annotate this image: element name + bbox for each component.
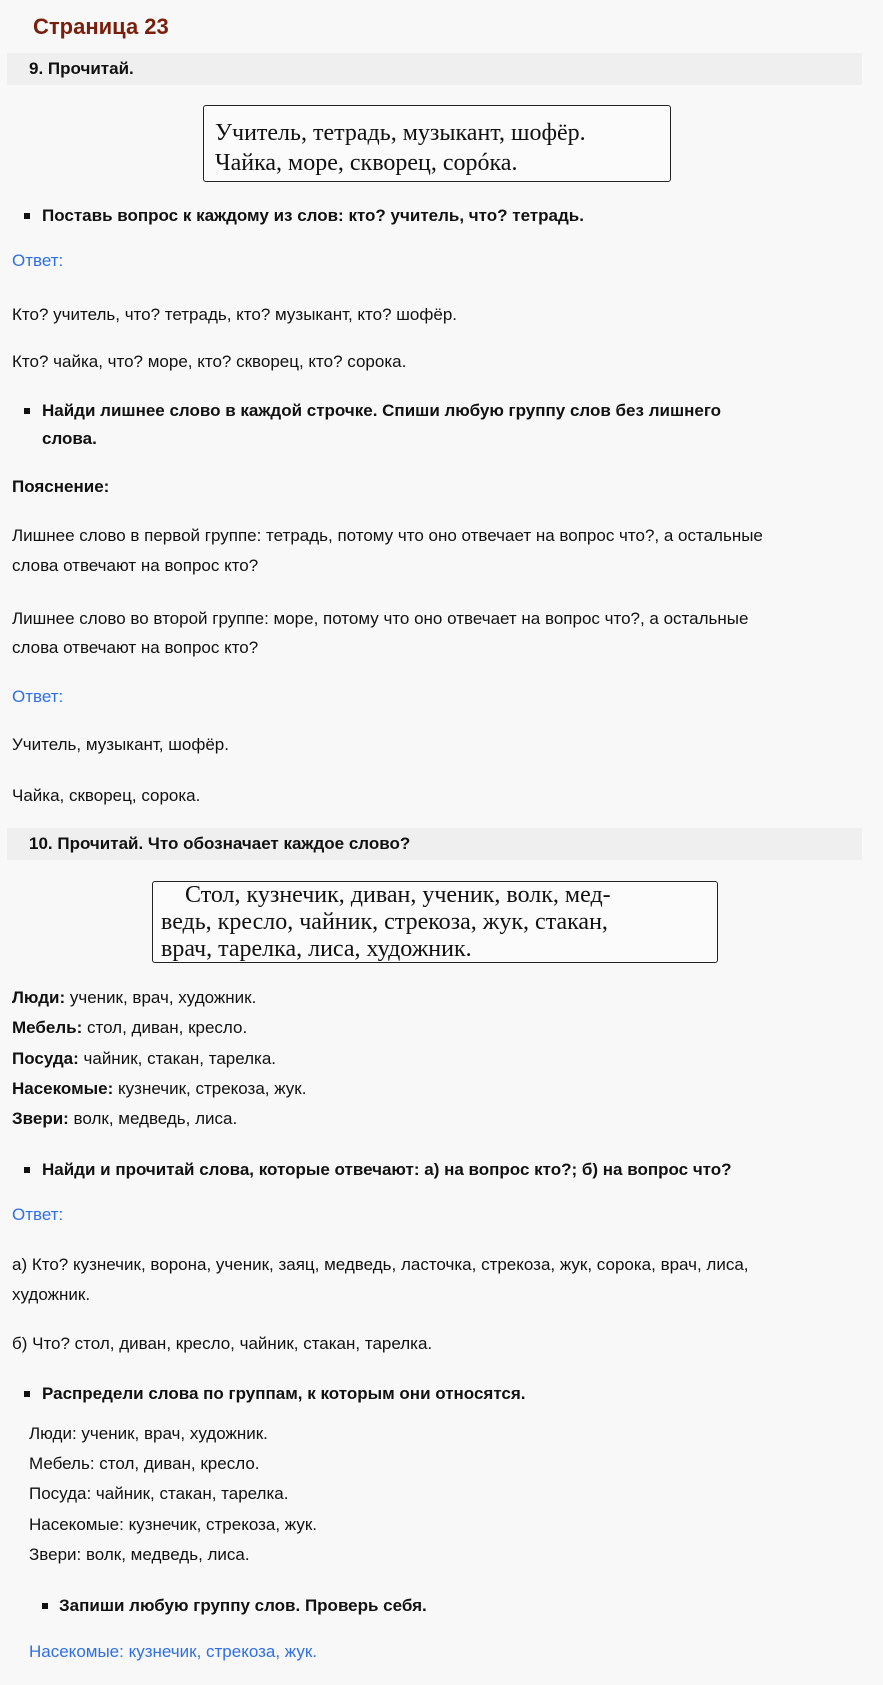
bullet-icon	[24, 408, 30, 414]
explanation-line: слова отвечают на вопрос кто?	[12, 638, 259, 657]
group-plain-line: Звери: волк, медведь, лиса.	[29, 1545, 250, 1564]
task-question-cont: слова.	[42, 429, 97, 448]
task-question: Распредели слова по группам, к которым они относятся.	[42, 1384, 526, 1403]
box-line: врач, тарелка, лиса, художник.	[161, 936, 472, 962]
answer-label: Ответ:	[12, 251, 64, 270]
exercise-9-header	[7, 53, 862, 85]
answer-line: художник.	[12, 1285, 91, 1304]
bullet-icon	[24, 213, 30, 219]
answer-line: Кто? учитель, что? тетрадь, кто? музыкант, кто? шофёр.	[12, 305, 457, 324]
box-line: ведь, кресло, чайник, стрекоза, жук, стакан,	[161, 909, 608, 935]
exercise-10-title: 10. Прочитай. Что обозначает каждое слово?	[29, 834, 411, 853]
box-line: Стол, кузнечик, диван, ученик, волк, мед-	[185, 882, 611, 908]
task-question: Поставь вопрос к каждому из слов: кто? учитель, что? тетрадь.	[42, 206, 584, 225]
group-plain-line: Мебель: стол, диван, кресло.	[29, 1454, 260, 1473]
group-line: Люди: ученик, врач, художник.	[12, 988, 257, 1007]
task-question: Найди и прочитай слова, которые отвечают: а) на вопрос кто?; б) на вопрос что?	[42, 1160, 732, 1179]
bullet-icon	[24, 1391, 30, 1397]
bullet-icon	[42, 1603, 48, 1609]
answer-line: б) Что? стол, диван, кресло, чайник, стакан, тарелка.	[12, 1334, 433, 1353]
group-line: Насекомые: кузнечик, стрекоза, жук.	[12, 1079, 307, 1098]
page-title: Страница 23	[33, 14, 169, 39]
answer-line: а) Кто? кузнечик, ворона, ученик, заяц, медведь, ласточка, стрекоза, жук, сорока, врач, лиса,	[12, 1255, 749, 1274]
answer-line: Чайка, скворец, сорока.	[12, 786, 201, 805]
bullet-icon	[24, 1167, 30, 1173]
task-question: Запиши любую группу слов. Проверь себя.	[59, 1596, 427, 1615]
group-plain-line: Люди: ученик, врач, художник.	[29, 1424, 268, 1443]
exercise-9-title: 9. Прочитай.	[29, 59, 134, 78]
box-line: Учитель, тетрадь, музыкант, шофёр.	[215, 120, 586, 146]
exercise-9-word-box	[203, 105, 671, 182]
group-line: Звери: волк, медведь, лиса.	[12, 1109, 238, 1128]
answer-line: Кто? чайка, что? море, кто? скворец, кто? сорока.	[12, 352, 407, 371]
explanation-line: Лишнее слово в первой группе: тетрадь, потому что оно отвечает на вопрос что?, а остальные	[12, 526, 763, 545]
group-line: Мебель: стол, диван, кресло.	[12, 1018, 248, 1037]
answer-label: Ответ:	[12, 1205, 64, 1224]
answer-line: Учитель, музыкант, шофёр.	[12, 735, 229, 754]
explanation-line: Лишнее слово во второй группе: море, потому что оно отвечает на вопрос что?, а остальные	[12, 609, 749, 628]
group-plain-line: Посуда: чайник, стакан, тарелка.	[29, 1484, 289, 1503]
explanation-label: Пояснение:	[12, 477, 110, 496]
exercise-10-header	[7, 828, 862, 860]
task-question: Найди лишнее слово в каждой строчке. Спиши любую группу слов без лишнего	[42, 401, 722, 420]
group-line: Посуда: чайник, стакан, тарелка.	[12, 1049, 277, 1068]
final-answer: Насекомые: кузнечик, стрекоза, жук.	[29, 1642, 318, 1661]
answer-label: Ответ:	[12, 687, 64, 706]
exercise-10-word-box	[152, 881, 718, 963]
group-plain-line: Насекомые: кузнечик, стрекоза, жук.	[29, 1515, 318, 1534]
explanation-line: слова отвечают на вопрос кто?	[12, 556, 259, 575]
box-line: Чайка, море, скворец, сорóка.	[215, 150, 518, 176]
